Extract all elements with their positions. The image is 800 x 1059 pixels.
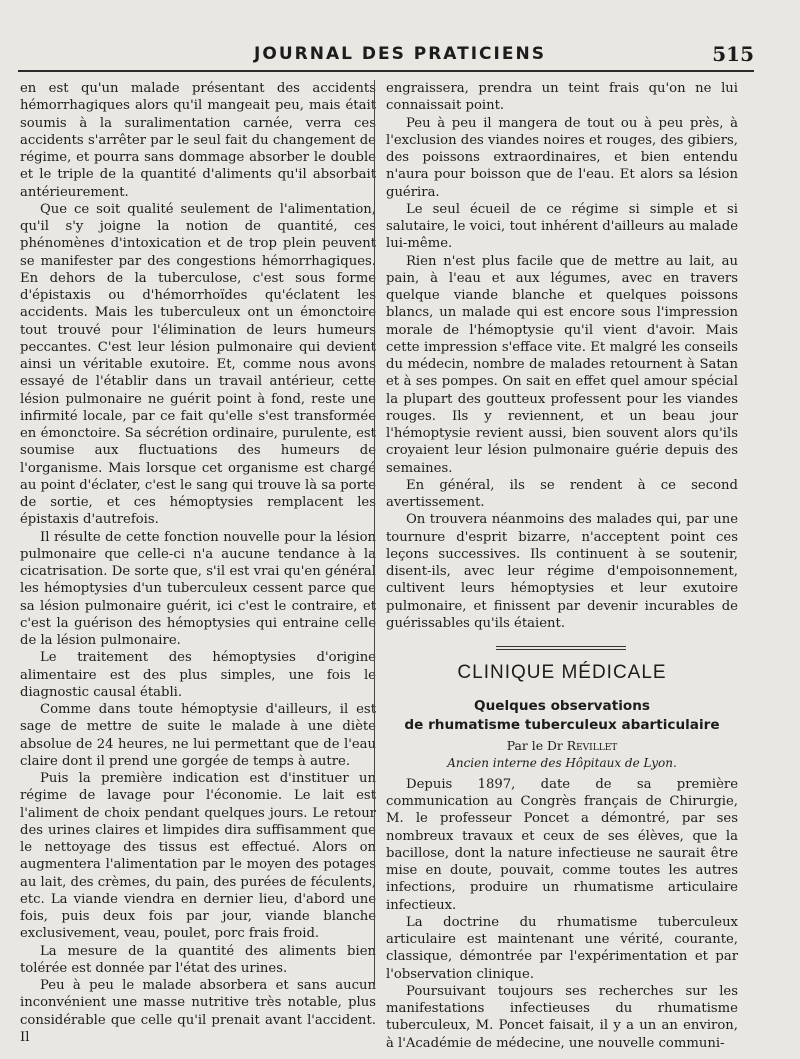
paragraph: Comme dans toute hémoptysie d'ailleurs, il est sage de mettre de suite le malade à une diète absolue de 24 heures, ne lui permettant que de l'eau claire dont il prend une gorgée de temps à autre. <box>20 702 376 769</box>
author-name: Revillet <box>566 738 618 754</box>
paragraph: en est qu'un malade présentant des accidents hémorrhagiques alors qu'il mangeait peu, mais était soumis à la suralimentation carnée, verra ces accidents s'arrêter par le seul fait du changement de régime, et pourra sans dommage absorber le double et le triple de la quantité d'aliments qu'il absorbait antérieurement. <box>20 81 376 200</box>
paragraph: Puis la première indication est d'instituer un régime de lavage pour l'économie. Le lait est l'aliment de choix pendant quelques jours. Le retour des urines claires et limpides dira suffisamment que le nettoyage des tissus est effectué. Alors on augmentera l'alimentation par le moyen des potages au lait, des crèmes, du pain, des purées de féculents, etc. La viande viendra en dernier lieu, d'abord une fois, puis deux fois par jour, viande blanche exclusivement, veau, poulet, porc frais froid. <box>20 771 377 942</box>
paragraph: Poursuivant toujours ses recherches sur les manifestations infectieuses du rhumatisme tuberculeux, M. Poncet faisait, il y a un an environ, à l'Académie de médecine, une nouvelle communi- <box>386 983 738 1051</box>
article-title-line-2: de rhumatisme tuberculeux abarticulaire <box>404 717 720 734</box>
byline-prefix: Par le Dr <box>506 738 567 754</box>
author-affiliation: Ancien interne des Hôpitaux de Lyon. <box>447 755 677 770</box>
paragraph: Il résulte de cette fonction nouvelle pour la lésion pulmonaire que celle-ci n'a aucune tendance à la cicatrisation. De sorte que, s'il est vrai qu'en général les hémoptysies d'un tuberculeux cessent parce que sa lésion pulmonaire guérit, ici c'est le contraire, et c'est la guérison des hémoptysies qui entraine celle de la lésion pulmonaire. <box>20 529 376 648</box>
paragraph: En général, ils se rendent à ce second avertissement. <box>386 477 738 510</box>
paragraph: engraissera, prendra un teint frais qu'on ne lui connaissait point. <box>386 81 738 114</box>
paragraph: Rien n'est plus facile que de mettre au lait, au pain, à l'eau et aux légumes, avec en travers quelque viande blanche et quelques poissons blancs, un malade qui est encore sous l'impression morale de l'hémoptysie qu'il vient d'avoir. Mais cette impression s'efface vite. Et malgré les conseils du médecin, nombre de malades retournent à Satan et à ses pompes. On sait en effet quel amour spécial la plupart des goutteux professent pour les viandes rouges. Ils y reviennent, et un beau jour l'hémoptysie revient aussi, bien souvent alors qu'ils croyaient leur lésion pulmonaire guérie depuis des semaines. <box>386 253 738 476</box>
header-rule <box>18 70 754 72</box>
page-number: 515 <box>712 42 754 66</box>
paragraph: On trouvera néanmoins des malades qui, par une tournure d'esprit bizarre, n'acceptent point ces leçons successives. Ils continuent à se soutenir, disent-ils, avec leur régime d'empoisonnement, cultivent leurs hémoptysies et leur exutoire pulmonaire, et finissent par devenir incurables de guérissables qu'ils étaient. <box>386 512 738 631</box>
byline <box>386 737 738 754</box>
section-title: CLINIQUE MÉDICALE <box>457 662 667 683</box>
column-divider <box>374 80 375 985</box>
paragraph: Peu à peu il mangera de tout ou à peu près, à l'exclusion des viandes noires et rouges, des gibiers, des poissons extraordinaires, et bien entendu n'aura pour boisson que de l'eau. Et alors sa lésion guérira. <box>386 115 738 200</box>
paragraph: La doctrine du rhumatisme tuberculeux articulaire est maintenant une vérité, courante, classique, démontrée par l'expérimentation et par l'observation clinique. <box>386 914 738 982</box>
running-title: JOURNAL DES PRATICIENS <box>254 44 546 64</box>
paragraph: Le traitement des hémoptysies d'origine alimentaire est des plus simples, une fois le diagnostic causal établi. <box>20 650 376 700</box>
paragraph: Peu à peu le malade absorbera et sans aucun inconvénient une masse nutritive très notable, plus considérable que celle qu'il prenait avant l'accident. Il <box>20 978 376 1045</box>
right-column <box>386 80 738 1052</box>
page-header <box>0 40 800 70</box>
paragraph: Depuis 1897, date de sa première communication au Congrès français de Chirurgie, M. le professeur Poncet a démontré, par ses nombreux travaux et ceux de ses élèves, que la bacillose, dont la nature infectieuse ne saurait être mise en doute, pouvait, comme toutes les autres infections, produire un rhumatisme articulaire infectieux. <box>386 776 738 913</box>
article-title-line-1: Quelques observations <box>474 698 650 715</box>
paragraph: Le seul écueil de ce régime si simple et si salutaire, le voici, tout inhérent d'ailleurs au malade lui-même. <box>386 201 738 252</box>
paragraph: Que ce soit qualité seulement de l'alimentation, qu'il s'y joigne la notion de quantité, ces phénomènes d'intoxication et de trop plein peuvent se manifester par des congestions hémorrhagiques. En dehors de la tuberculose, c'est sous forme d'épistaxis ou d'hémorrhoïdes qu'éclatent les accidents. Mais les tuberculeux ont un émonctoire tout trouvé pour l'élimination de leurs humeurs peccantes. C'est leur lésion pulmonaire qui devient ainsi un véritable exutoire. Et, comme nous avons essayé de l'établir dans un travail antérieur, cette lésion pulmonaire ne guérit point à fond, reste une infirmité locale, par ce fait qu'elle s'est transformée en émonctoire. Sa sécrétion ordinaire, purulente, est soumise aux fluctuations des humeurs de l'organisme. Mais lorsque cet organisme est chargé au point d'éclater, c'est le sang qui trouve là sa porte de sortie, et ces hémoptysies remplacent les épistaxis d'autrefois. <box>20 201 376 528</box>
left-column <box>20 80 376 1046</box>
double-rule <box>496 646 626 650</box>
paragraph: La mesure de la quantité des aliments bien tolérée est donnée par l'état des urines. <box>20 943 376 976</box>
section-separator <box>386 632 738 660</box>
